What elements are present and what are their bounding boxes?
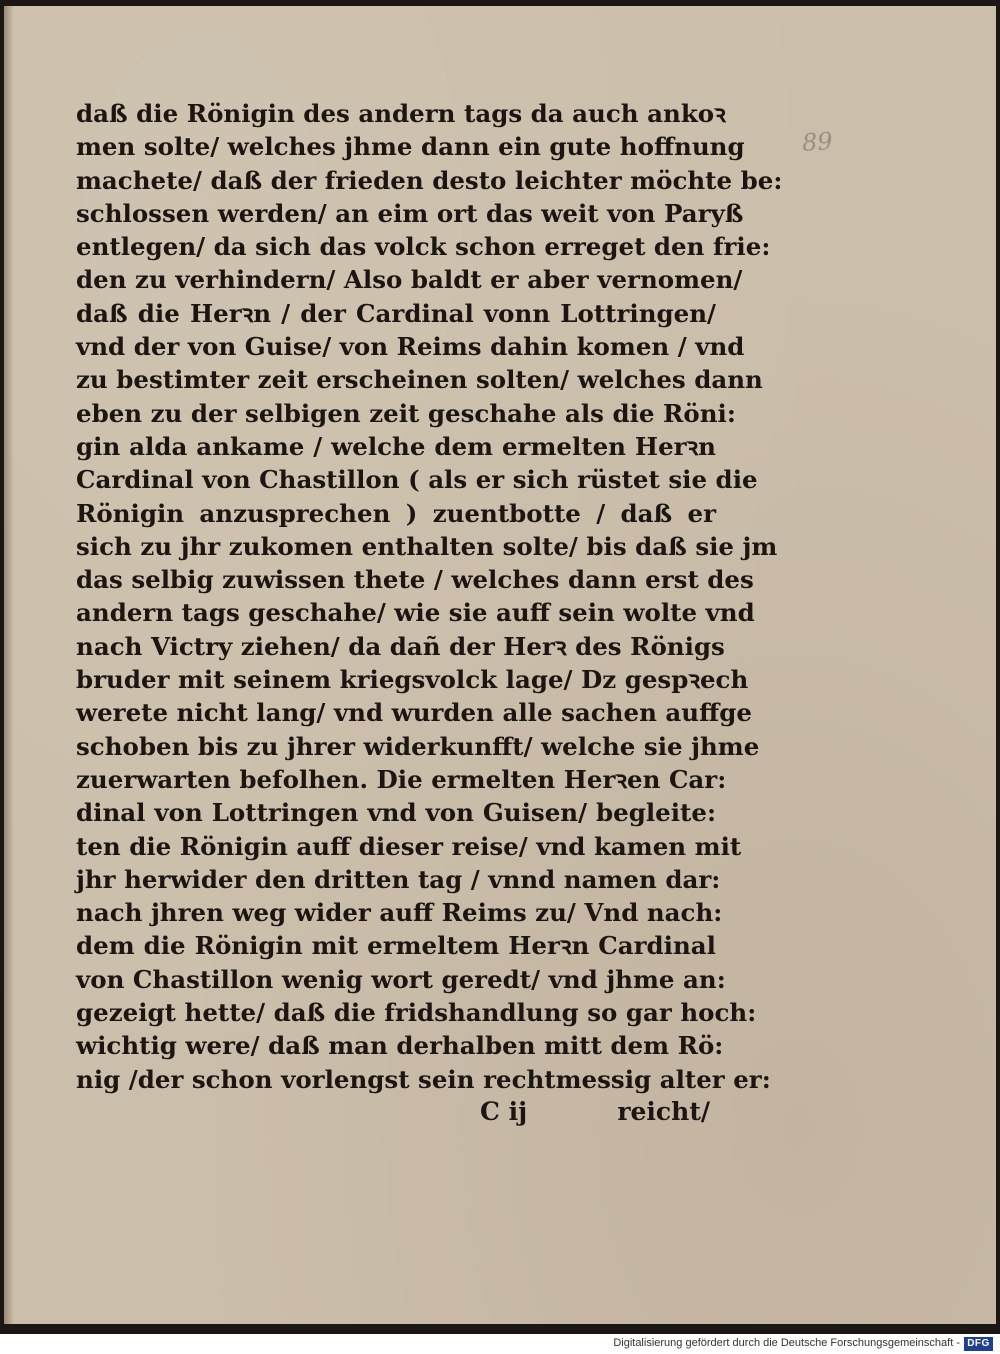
text-line: den zu verhindern/ Also baldt er aber vernomen/ [76, 265, 743, 295]
text-line: daß die Herꝛn / der Cardinal vonn Lottringen/ [76, 298, 716, 328]
funding-credit: Digitalisierung gefördert durch die Deutsche Forschungsgemeinschaft - [613, 1337, 960, 1349]
text-line: vnd der von Guise/ von Reims dahin komen / vnd [76, 332, 745, 362]
text-line: nach Victry ziehen/ da dañ der Herꝛ des Rönigs [76, 631, 725, 661]
text-line: werete nicht lang/ vnd wurden alle sachen auffge [76, 698, 752, 728]
text-line: nach jhren weg wider auff Reims zu/ Vnd nach: [76, 898, 723, 928]
text-line: gezeigt hette/ daß die fridshandlung so gar hoch: [76, 998, 757, 1028]
text-line: entlegen/ da sich das volck schon erreget den frie: [76, 232, 771, 262]
text-line: eben zu der selbigen zeit geschahe als die Röni: [76, 398, 736, 428]
text-line: Cardinal von Chastillon ( als er sich rüstet sie die [76, 465, 758, 495]
folio-number: 89 [801, 126, 834, 158]
text-line: men solte/ welches jhme dann ein gute hoffnung [76, 132, 745, 162]
signature-line [76, 1097, 716, 1131]
footer-bar [0, 1334, 1000, 1354]
text-line: schlossen werden/ an eim ort das weit von Paryß [76, 198, 744, 228]
text-block [76, 97, 783, 1096]
text-line: gin alda ankame / welche dem ermelten Herꝛn [76, 431, 716, 461]
text-line: dem die Rönigin mit ermeltem Herꝛn Cardinal [76, 931, 716, 961]
page-gutter-shadow [4, 6, 14, 1324]
signature-mark: C ij [480, 1097, 528, 1126]
text-line: sich zu jhr zukomen enthalten solte/ bis daß sie jm [76, 531, 778, 561]
text-line: von Chastillon wenig wort geredt/ vnd jhme an: [76, 964, 726, 994]
text-line: Rönigin anzusprechen ) zuentbotte / daß er [76, 498, 716, 528]
text-line: dinal von Lottringen vnd von Guisen/ begleite: [76, 798, 716, 828]
text-line: ten die Rönigin auff dieser reise/ vnd kamen mit [76, 831, 742, 861]
text-line: zu bestimter zeit erscheinen solten/ welches dann [76, 365, 763, 395]
text-line: daß die Rönigin des andern tags da auch ankoꝛ [76, 99, 726, 128]
catchword: reicht/ [617, 1097, 710, 1126]
text-line: zuerwarten befolhen. Die ermelten Herꝛen Car: [76, 764, 727, 794]
text-line: das selbig zuwissen thete / welches dann erst des [76, 565, 754, 595]
text-line: jhr herwider den dritten tag / vnnd namen dar: [76, 864, 721, 894]
text-line: schoben bis zu jhrer widerkunfft/ welche sie jhme [76, 731, 760, 761]
text-line: bruder mit seinem kriegsvolck lage/ Dz gespꝛech [76, 665, 749, 695]
dfg-logo-icon: DFG [964, 1337, 993, 1351]
text-line: machete/ daß der frieden desto leichter möchte be: [76, 165, 783, 195]
text-line: nig /der schon vorlengst sein rechtmessig alter er: [76, 1064, 771, 1094]
text-line: wichtig were/ daß man derhalben mitt dem Rö: [76, 1031, 724, 1061]
text-line: andern tags geschahe/ wie sie auff sein wolte vnd [76, 598, 755, 628]
